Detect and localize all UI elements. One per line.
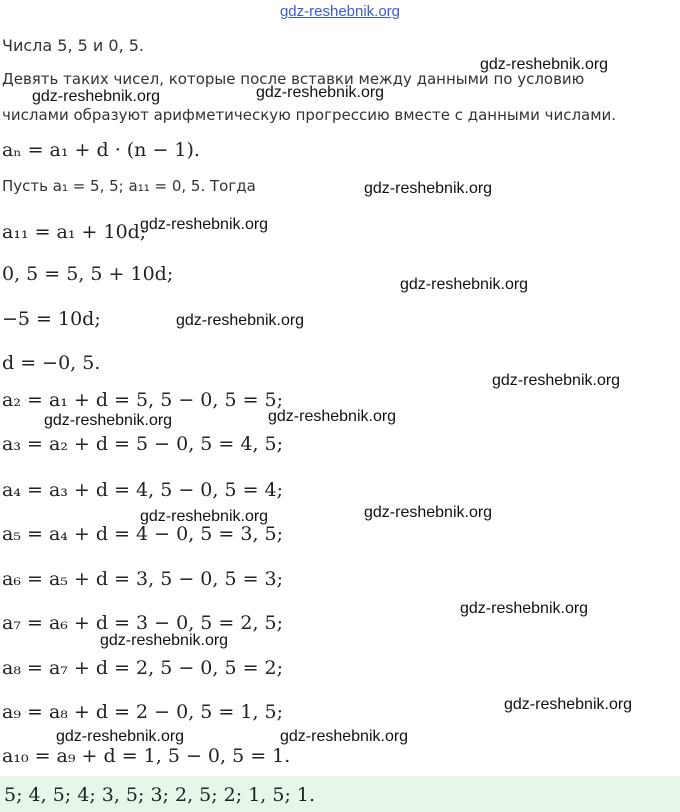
watermark: gdz-reshebnik.org [44, 412, 173, 429]
step-equation: a₁₀ = a₉ + d = 1, 5 − 0, 5 = 1. [2, 745, 291, 767]
watermark: gdz-reshebnik.org [100, 632, 229, 649]
watermark: gdz-reshebnik.org [504, 696, 633, 713]
step-equation: a₈ = a₇ + d = 2, 5 − 0, 5 = 2; [2, 657, 284, 679]
watermark: gdz-reshebnik.org [140, 508, 269, 525]
watermark: gdz-reshebnik.org [480, 56, 609, 73]
step-equation: a₆ = a₅ + d = 3, 5 − 0, 5 = 3; [2, 568, 284, 590]
step-equation: a₄ = a₃ + d = 4, 5 − 0, 5 = 4; [2, 479, 284, 501]
watermark: gdz-reshebnik.org [256, 84, 385, 101]
step-equation: a₂ = a₁ + d = 5, 5 − 0, 5 = 5; [2, 389, 284, 411]
step-equation: a₉ = a₈ + d = 2 − 0, 5 = 1, 5; [2, 701, 284, 723]
step-equation: a₁₁ = a₁ + 10d; [2, 221, 147, 243]
watermark: gdz-reshebnik.org [364, 504, 493, 521]
general-formula: aₙ = a₁ + d · (n − 1). [2, 139, 200, 161]
watermark: gdz-reshebnik.org [460, 600, 589, 617]
step-equation: a₃ = a₂ + d = 5 − 0, 5 = 4, 5; [2, 433, 284, 455]
watermark: gdz-reshebnik.org [492, 372, 621, 389]
paragraph-line-2: числами образуют арифметическую прогрессию вместе с данными числами. [2, 106, 617, 124]
step-equation: a₇ = a₆ + d = 3 − 0, 5 = 2, 5; [2, 612, 284, 634]
numbers-line: Числа 5, 5 и 0, 5. [2, 36, 144, 55]
watermark: gdz-reshebnik.org [400, 276, 529, 293]
step-equation: d = −0, 5. [2, 352, 101, 374]
step-equation: a₅ = a₄ + d = 4 − 0, 5 = 3, 5; [2, 523, 284, 545]
step-equation: −5 = 10d; [2, 308, 101, 330]
step-equation: 0, 5 = 5, 5 + 10d; [2, 263, 174, 285]
watermark: gdz-reshebnik.org [140, 216, 269, 233]
watermark: gdz-reshebnik.org [176, 312, 305, 329]
paragraph-line-1: Девять таких чисел, которые после вставки между данными по условию [2, 70, 585, 88]
let-line: Пусть a₁ = 5, 5; a₁₁ = 0, 5. Тогда [2, 177, 256, 195]
site-link[interactable]: gdz-reshebnik.org [279, 3, 401, 20]
answer-text: 5; 4, 5; 4; 3, 5; 3; 2, 5; 2; 1, 5; 1. [4, 784, 316, 806]
watermark: gdz-reshebnik.org [268, 408, 397, 425]
watermark: gdz-reshebnik.org [280, 728, 409, 745]
watermark: gdz-reshebnik.org [364, 180, 493, 197]
watermark: gdz-reshebnik.org [32, 88, 161, 105]
watermark: gdz-reshebnik.org [56, 728, 185, 745]
